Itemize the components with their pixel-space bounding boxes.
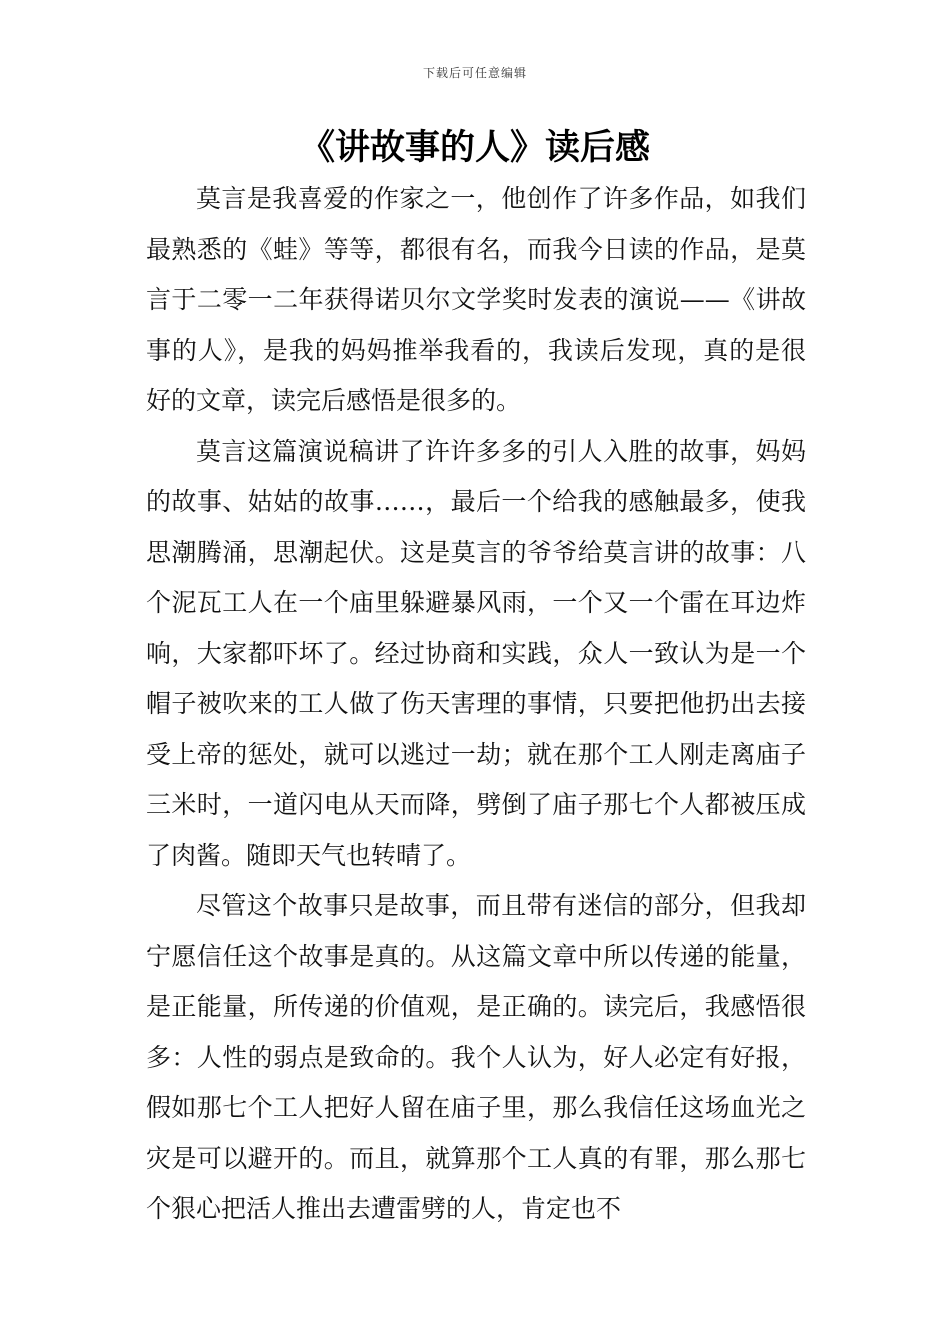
document-body [146,174,806,1235]
paragraph-3: 尽管这个故事只是故事，而且带有迷信的部分，但我却宁愿信任这个故事是真的。从这篇文章中所以传递的能量，是正能量，所传递的价值观，是正确的。读完后，我感悟很多：人性的弱点是致命的。我个人认为，好人必定有好报，假如那七个工人把好人留在庙子里，那么我信任这场血光之灾是可以避开的。而且，就算那个工人真的有罪，那么那七个狠心把活人推出去遭雷劈的人，肯定也不 [146,891,806,1223]
paragraph-2: 莫言这篇演说稿讲了许许多多的引人入胜的故事，妈妈的故事、姑姑的故事……，最后一个给我的感触最多，使我思潮腾涌，思潮起伏。这是莫言的爷爷给莫言讲的故事：八个泥瓦工人在一个庙里躲避暴风雨，一个又一个雷在耳边炸响，大家都吓坏了。经过协商和实践，众人一致认为是一个帽子被吹来的工人做了伤天害理的事情，只要把他扔出去接受上帝的惩处，就可以逃过一劫；就在那个工人刚走离庙子三米时，一道闪电从天而降，劈倒了庙子那七个人都被压成了肉酱。随即天气也转晴了。 [146,436,806,870]
document-title: 《讲故事的人》读后感 [299,128,650,168]
paragraph-1: 莫言是我喜爱的作家之一，他创作了许多作品，如我们最熟悉的《蛙》等等，都很有名，而我今日读的作品，是莫言于二零一二年获得诺贝尔文学奖时发表的演说——《讲故事的人》，是我的妈妈推举我看的，我读后发现，真的是很好的文章，读完后感悟是很多的。 [146,184,806,415]
header-note: 下载后可任意编辑 [422,66,527,80]
